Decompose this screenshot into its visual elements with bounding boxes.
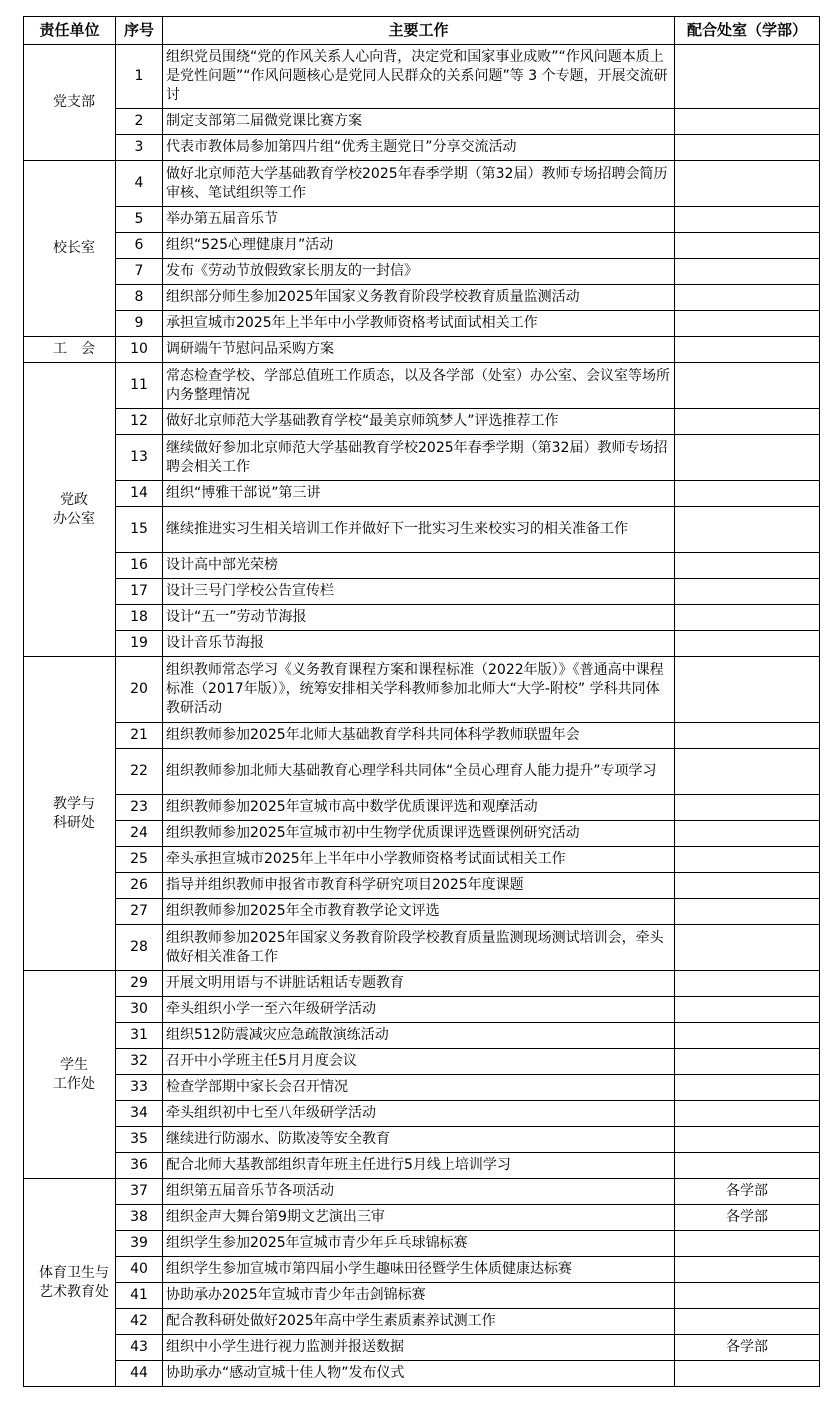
table-row bbox=[24, 45, 820, 109]
header-unit: 责任单位 bbox=[24, 17, 116, 45]
main-task-cell: 常态检查学校、学部总值班工作质态，以及各学部（处室）办公室、会议室等场所内务整理情况 bbox=[163, 363, 675, 409]
serial-number-cell: 26 bbox=[116, 873, 163, 899]
responsible-unit-label: 党政 bbox=[60, 491, 88, 508]
main-task-cell: 组织中小学生进行视力监测并报送数据 bbox=[163, 1335, 675, 1361]
table-row bbox=[24, 1205, 820, 1231]
table-row bbox=[24, 553, 820, 579]
table-row bbox=[24, 135, 820, 161]
main-task-cell: 设计高中部光荣榜 bbox=[163, 553, 675, 579]
table-row bbox=[24, 1023, 820, 1049]
serial-number-cell: 39 bbox=[116, 1231, 163, 1257]
main-task-cell: 牵头组织初中七至八年级研学活动 bbox=[163, 1101, 675, 1127]
cooperating-office-cell bbox=[675, 795, 820, 821]
main-task-cell: 检查学部期中家长会召开情况 bbox=[163, 1075, 675, 1101]
table-row bbox=[24, 161, 820, 207]
cooperating-office-cell: 各学部 bbox=[675, 1179, 820, 1205]
cooperating-office-cell bbox=[675, 1231, 820, 1257]
serial-number-cell: 10 bbox=[116, 337, 163, 363]
table-row bbox=[24, 233, 820, 259]
main-task-cell: 举办第五届音乐节 bbox=[163, 207, 675, 233]
main-task-cell: 组织教师参加2025年宣城市初中生物学优质课评选暨课例研究活动 bbox=[163, 821, 675, 847]
cooperating-office-cell bbox=[675, 109, 820, 135]
header-coop: 配合处室（学部） bbox=[675, 17, 820, 45]
serial-number-cell: 28 bbox=[116, 925, 163, 971]
table-row bbox=[24, 821, 820, 847]
cooperating-office-cell bbox=[675, 1283, 820, 1309]
serial-number-cell: 37 bbox=[116, 1179, 163, 1205]
main-task-cell: 组织512防震减灾应急疏散演练活动 bbox=[163, 1023, 675, 1049]
serial-number-cell: 32 bbox=[116, 1049, 163, 1075]
cooperating-office-cell bbox=[675, 161, 820, 207]
cooperating-office-cell bbox=[675, 971, 820, 997]
responsible-unit-cell bbox=[24, 161, 116, 337]
main-task-cell: 继续做好参加北京师范大学基础教育学校2025年春季学期（第32届）教师专场招聘会相关工作 bbox=[163, 435, 675, 481]
cooperating-office-cell bbox=[675, 631, 820, 657]
responsible-unit-cell bbox=[24, 657, 116, 971]
main-task-cell: 组织“525心理健康月”活动 bbox=[163, 233, 675, 259]
work-plan-sheet bbox=[23, 16, 819, 1387]
table-row bbox=[24, 207, 820, 233]
cooperating-office-cell bbox=[675, 579, 820, 605]
cooperating-office-cell bbox=[675, 821, 820, 847]
table-row bbox=[24, 507, 820, 553]
cooperating-office-cell bbox=[675, 899, 820, 925]
cooperating-office-cell bbox=[675, 873, 820, 899]
main-task-cell: 牵头承担宣城市2025年上半年中小学教师资格考试面试相关工作 bbox=[163, 847, 675, 873]
table-row bbox=[24, 259, 820, 285]
table-row bbox=[24, 1283, 820, 1309]
table-row bbox=[24, 1361, 820, 1387]
main-task-cell: 组织教师参加2025年北师大基础教育学科共同体科学教师联盟年会 bbox=[163, 723, 675, 749]
serial-number-cell: 33 bbox=[116, 1075, 163, 1101]
main-task-cell: 发布《劳动节放假致家长朋友的一封信》 bbox=[163, 259, 675, 285]
main-task-cell: 组织学生参加2025年宣城市青少年乒乓球锦标赛 bbox=[163, 1231, 675, 1257]
serial-number-cell: 4 bbox=[116, 161, 163, 207]
serial-number-cell: 40 bbox=[116, 1257, 163, 1283]
main-task-cell: 代表市教体局参加第四片组“优秀主题党日”分享交流活动 bbox=[163, 135, 675, 161]
cooperating-office-cell bbox=[675, 409, 820, 435]
main-task-cell: 牵头组织小学一至六年级研学活动 bbox=[163, 997, 675, 1023]
serial-number-cell: 29 bbox=[116, 971, 163, 997]
main-task-cell: 继续推进实习生相关培训工作并做好下一批实习生来校实习的相关准备工作 bbox=[163, 507, 675, 553]
responsible-unit-label: 工 会 bbox=[53, 341, 95, 357]
table-row bbox=[24, 925, 820, 971]
table-row bbox=[24, 971, 820, 997]
serial-number-cell: 3 bbox=[116, 135, 163, 161]
serial-number-cell: 14 bbox=[116, 481, 163, 507]
main-task-cell: 组织党员围绕“党的作风关系人心向背，决定党和国家事业成败”“作风问题本质上是党性问题”“作风问题核心是党同人民群众的关系问题”等 3 个专题，开展交流研讨 bbox=[163, 45, 675, 109]
serial-number-cell: 30 bbox=[116, 997, 163, 1023]
serial-number-cell: 6 bbox=[116, 233, 163, 259]
cooperating-office-cell bbox=[675, 1075, 820, 1101]
responsible-unit-label: 科研处 bbox=[53, 814, 95, 831]
serial-number-cell: 20 bbox=[116, 657, 163, 723]
cooperating-office-cell bbox=[675, 997, 820, 1023]
table-row bbox=[24, 1075, 820, 1101]
cooperating-office-cell bbox=[675, 847, 820, 873]
cooperating-office-cell bbox=[675, 1257, 820, 1283]
header-no: 序号 bbox=[116, 17, 163, 45]
table-row bbox=[24, 1335, 820, 1361]
cooperating-office-cell bbox=[675, 723, 820, 749]
responsible-unit-cell bbox=[24, 45, 116, 161]
serial-number-cell: 1 bbox=[116, 45, 163, 109]
main-task-cell: 继续进行防溺水、防欺凌等安全教育 bbox=[163, 1127, 675, 1153]
table-row bbox=[24, 1309, 820, 1335]
header-task: 主要工作 bbox=[163, 17, 675, 45]
table-row bbox=[24, 109, 820, 135]
responsible-unit-label: 办公室 bbox=[53, 510, 95, 527]
table-row bbox=[24, 435, 820, 481]
main-task-cell: 做好北京师范大学基础教育学校2025年春季学期（第32届）教师专场招聘会简历审核、笔试组织等工作 bbox=[163, 161, 675, 207]
main-task-cell: 设计三号门学校公告宣传栏 bbox=[163, 579, 675, 605]
cooperating-office-cell bbox=[675, 311, 820, 337]
main-task-cell: 指导并组织教师申报省市教育科学研究项目2025年度课题 bbox=[163, 873, 675, 899]
table-row bbox=[24, 285, 820, 311]
table-row bbox=[24, 1179, 820, 1205]
serial-number-cell: 25 bbox=[116, 847, 163, 873]
table-body bbox=[24, 45, 820, 1387]
serial-number-cell: 2 bbox=[116, 109, 163, 135]
serial-number-cell: 27 bbox=[116, 899, 163, 925]
main-task-cell: 组织第五届音乐节各项活动 bbox=[163, 1179, 675, 1205]
serial-number-cell: 18 bbox=[116, 605, 163, 631]
cooperating-office-cell bbox=[675, 925, 820, 971]
cooperating-office-cell bbox=[675, 749, 820, 795]
responsible-unit-cell bbox=[24, 971, 116, 1179]
table-row bbox=[24, 605, 820, 631]
main-task-cell: 组织部分师生参加2025年国家义务教育阶段学校教育质量监测活动 bbox=[163, 285, 675, 311]
serial-number-cell: 21 bbox=[116, 723, 163, 749]
cooperating-office-cell bbox=[675, 1049, 820, 1075]
cooperating-office-cell: 各学部 bbox=[675, 1335, 820, 1361]
main-task-cell: 协助承办“感动宣城十佳人物”发布仪式 bbox=[163, 1361, 675, 1387]
table-row bbox=[24, 1127, 820, 1153]
table-row bbox=[24, 657, 820, 723]
serial-number-cell: 13 bbox=[116, 435, 163, 481]
cooperating-office-cell bbox=[675, 1309, 820, 1335]
work-plan-table bbox=[23, 16, 820, 1387]
serial-number-cell: 11 bbox=[116, 363, 163, 409]
table-row bbox=[24, 873, 820, 899]
responsible-unit-label: 教学与 bbox=[53, 795, 95, 812]
table-row bbox=[24, 481, 820, 507]
cooperating-office-cell bbox=[675, 657, 820, 723]
table-row bbox=[24, 337, 820, 363]
serial-number-cell: 34 bbox=[116, 1101, 163, 1127]
cooperating-office-cell bbox=[675, 259, 820, 285]
cooperating-office-cell bbox=[675, 481, 820, 507]
main-task-cell: 组织“博雅干部说”第三讲 bbox=[163, 481, 675, 507]
cooperating-office-cell bbox=[675, 1023, 820, 1049]
table-row bbox=[24, 311, 820, 337]
table-row bbox=[24, 409, 820, 435]
header-row bbox=[24, 17, 820, 45]
table-row bbox=[24, 795, 820, 821]
cooperating-office-cell bbox=[675, 553, 820, 579]
serial-number-cell: 15 bbox=[116, 507, 163, 553]
responsible-unit-label: 工作处 bbox=[53, 1075, 95, 1092]
serial-number-cell: 41 bbox=[116, 1283, 163, 1309]
serial-number-cell: 17 bbox=[116, 579, 163, 605]
main-task-cell: 设计音乐节海报 bbox=[163, 631, 675, 657]
cooperating-office-cell: 各学部 bbox=[675, 1205, 820, 1231]
main-task-cell: 调研端午节慰问品采购方案 bbox=[163, 337, 675, 363]
cooperating-office-cell bbox=[675, 1101, 820, 1127]
main-task-cell: 组织教师参加2025年国家义务教育阶段学校教育质量监测现场测试培训会，牵头做好相关准备工作 bbox=[163, 925, 675, 971]
responsible-unit-label: 艺术教育处 bbox=[39, 1283, 109, 1300]
cooperating-office-cell bbox=[675, 507, 820, 553]
main-task-cell: 组织教师常态学习《义务教育课程方案和课程标准（2022年版）》《普通高中课程标准（2017年版）》，统筹安排相关学科教师参加北师大“大学-附校” 学科共同体教研活动 bbox=[163, 657, 675, 723]
main-task-cell: 协助承办2025年宣城市青少年击剑锦标赛 bbox=[163, 1283, 675, 1309]
main-task-cell: 召开中小学班主任5月月度会议 bbox=[163, 1049, 675, 1075]
table-row bbox=[24, 363, 820, 409]
serial-number-cell: 16 bbox=[116, 553, 163, 579]
main-task-cell: 组织学生参加宣城市第四届小学生趣味田径暨学生体质健康达标赛 bbox=[163, 1257, 675, 1283]
main-task-cell: 开展文明用语与不讲脏话粗话专题教育 bbox=[163, 971, 675, 997]
responsible-unit-label: 校长室 bbox=[53, 240, 95, 256]
serial-number-cell: 42 bbox=[116, 1309, 163, 1335]
table-row bbox=[24, 723, 820, 749]
main-task-cell: 制定支部第二届微党课比赛方案 bbox=[163, 109, 675, 135]
serial-number-cell: 43 bbox=[116, 1335, 163, 1361]
table-row bbox=[24, 997, 820, 1023]
serial-number-cell: 44 bbox=[116, 1361, 163, 1387]
main-task-cell: 做好北京师范大学基础教育学校“最美京师筑梦人”评选推荐工作 bbox=[163, 409, 675, 435]
main-task-cell: 配合教科研处做好2025年高中学生素质素养试测工作 bbox=[163, 1309, 675, 1335]
cooperating-office-cell bbox=[675, 207, 820, 233]
responsible-unit-label: 党支部 bbox=[53, 94, 95, 110]
main-task-cell: 设计“五一”劳动节海报 bbox=[163, 605, 675, 631]
table-row bbox=[24, 1153, 820, 1179]
serial-number-cell: 12 bbox=[116, 409, 163, 435]
cooperating-office-cell bbox=[675, 135, 820, 161]
cooperating-office-cell bbox=[675, 337, 820, 363]
serial-number-cell: 35 bbox=[116, 1127, 163, 1153]
serial-number-cell: 8 bbox=[116, 285, 163, 311]
main-task-cell: 组织教师参加2025年全市教育教学论文评选 bbox=[163, 899, 675, 925]
serial-number-cell: 24 bbox=[116, 821, 163, 847]
serial-number-cell: 31 bbox=[116, 1023, 163, 1049]
table-row bbox=[24, 579, 820, 605]
cooperating-office-cell bbox=[675, 605, 820, 631]
serial-number-cell: 19 bbox=[116, 631, 163, 657]
main-task-cell: 组织教师参加2025年宣城市高中数学优质课评选和观摩活动 bbox=[163, 795, 675, 821]
main-task-cell: 承担宣城市2025年上半年中小学教师资格考试面试相关工作 bbox=[163, 311, 675, 337]
serial-number-cell: 36 bbox=[116, 1153, 163, 1179]
table-row bbox=[24, 1231, 820, 1257]
cooperating-office-cell bbox=[675, 1127, 820, 1153]
cooperating-office-cell bbox=[675, 1153, 820, 1179]
serial-number-cell: 38 bbox=[116, 1205, 163, 1231]
responsible-unit-cell bbox=[24, 337, 116, 363]
table-row bbox=[24, 899, 820, 925]
serial-number-cell: 22 bbox=[116, 749, 163, 795]
main-task-cell: 配合北师大基教部组织青年班主任进行5月线上培训学习 bbox=[163, 1153, 675, 1179]
table-row bbox=[24, 847, 820, 873]
cooperating-office-cell bbox=[675, 1361, 820, 1387]
serial-number-cell: 7 bbox=[116, 259, 163, 285]
cooperating-office-cell bbox=[675, 45, 820, 109]
responsible-unit-cell bbox=[24, 1179, 116, 1387]
table-row bbox=[24, 1257, 820, 1283]
serial-number-cell: 5 bbox=[116, 207, 163, 233]
main-task-cell: 组织教师参加北师大基础教育心理学科共同体“全员心理育人能力提升”专项学习 bbox=[163, 749, 675, 795]
responsible-unit-label: 学生 bbox=[60, 1056, 88, 1073]
responsible-unit-cell bbox=[24, 363, 116, 657]
main-task-cell: 组织金声大舞台第9期文艺演出三审 bbox=[163, 1205, 675, 1231]
serial-number-cell: 23 bbox=[116, 795, 163, 821]
responsible-unit-label: 体育卫生与 bbox=[39, 1264, 109, 1281]
table-row bbox=[24, 1101, 820, 1127]
serial-number-cell: 9 bbox=[116, 311, 163, 337]
cooperating-office-cell bbox=[675, 285, 820, 311]
table-row bbox=[24, 749, 820, 795]
cooperating-office-cell bbox=[675, 233, 820, 259]
cooperating-office-cell bbox=[675, 435, 820, 481]
table-row bbox=[24, 631, 820, 657]
table-row bbox=[24, 1049, 820, 1075]
cooperating-office-cell bbox=[675, 363, 820, 409]
